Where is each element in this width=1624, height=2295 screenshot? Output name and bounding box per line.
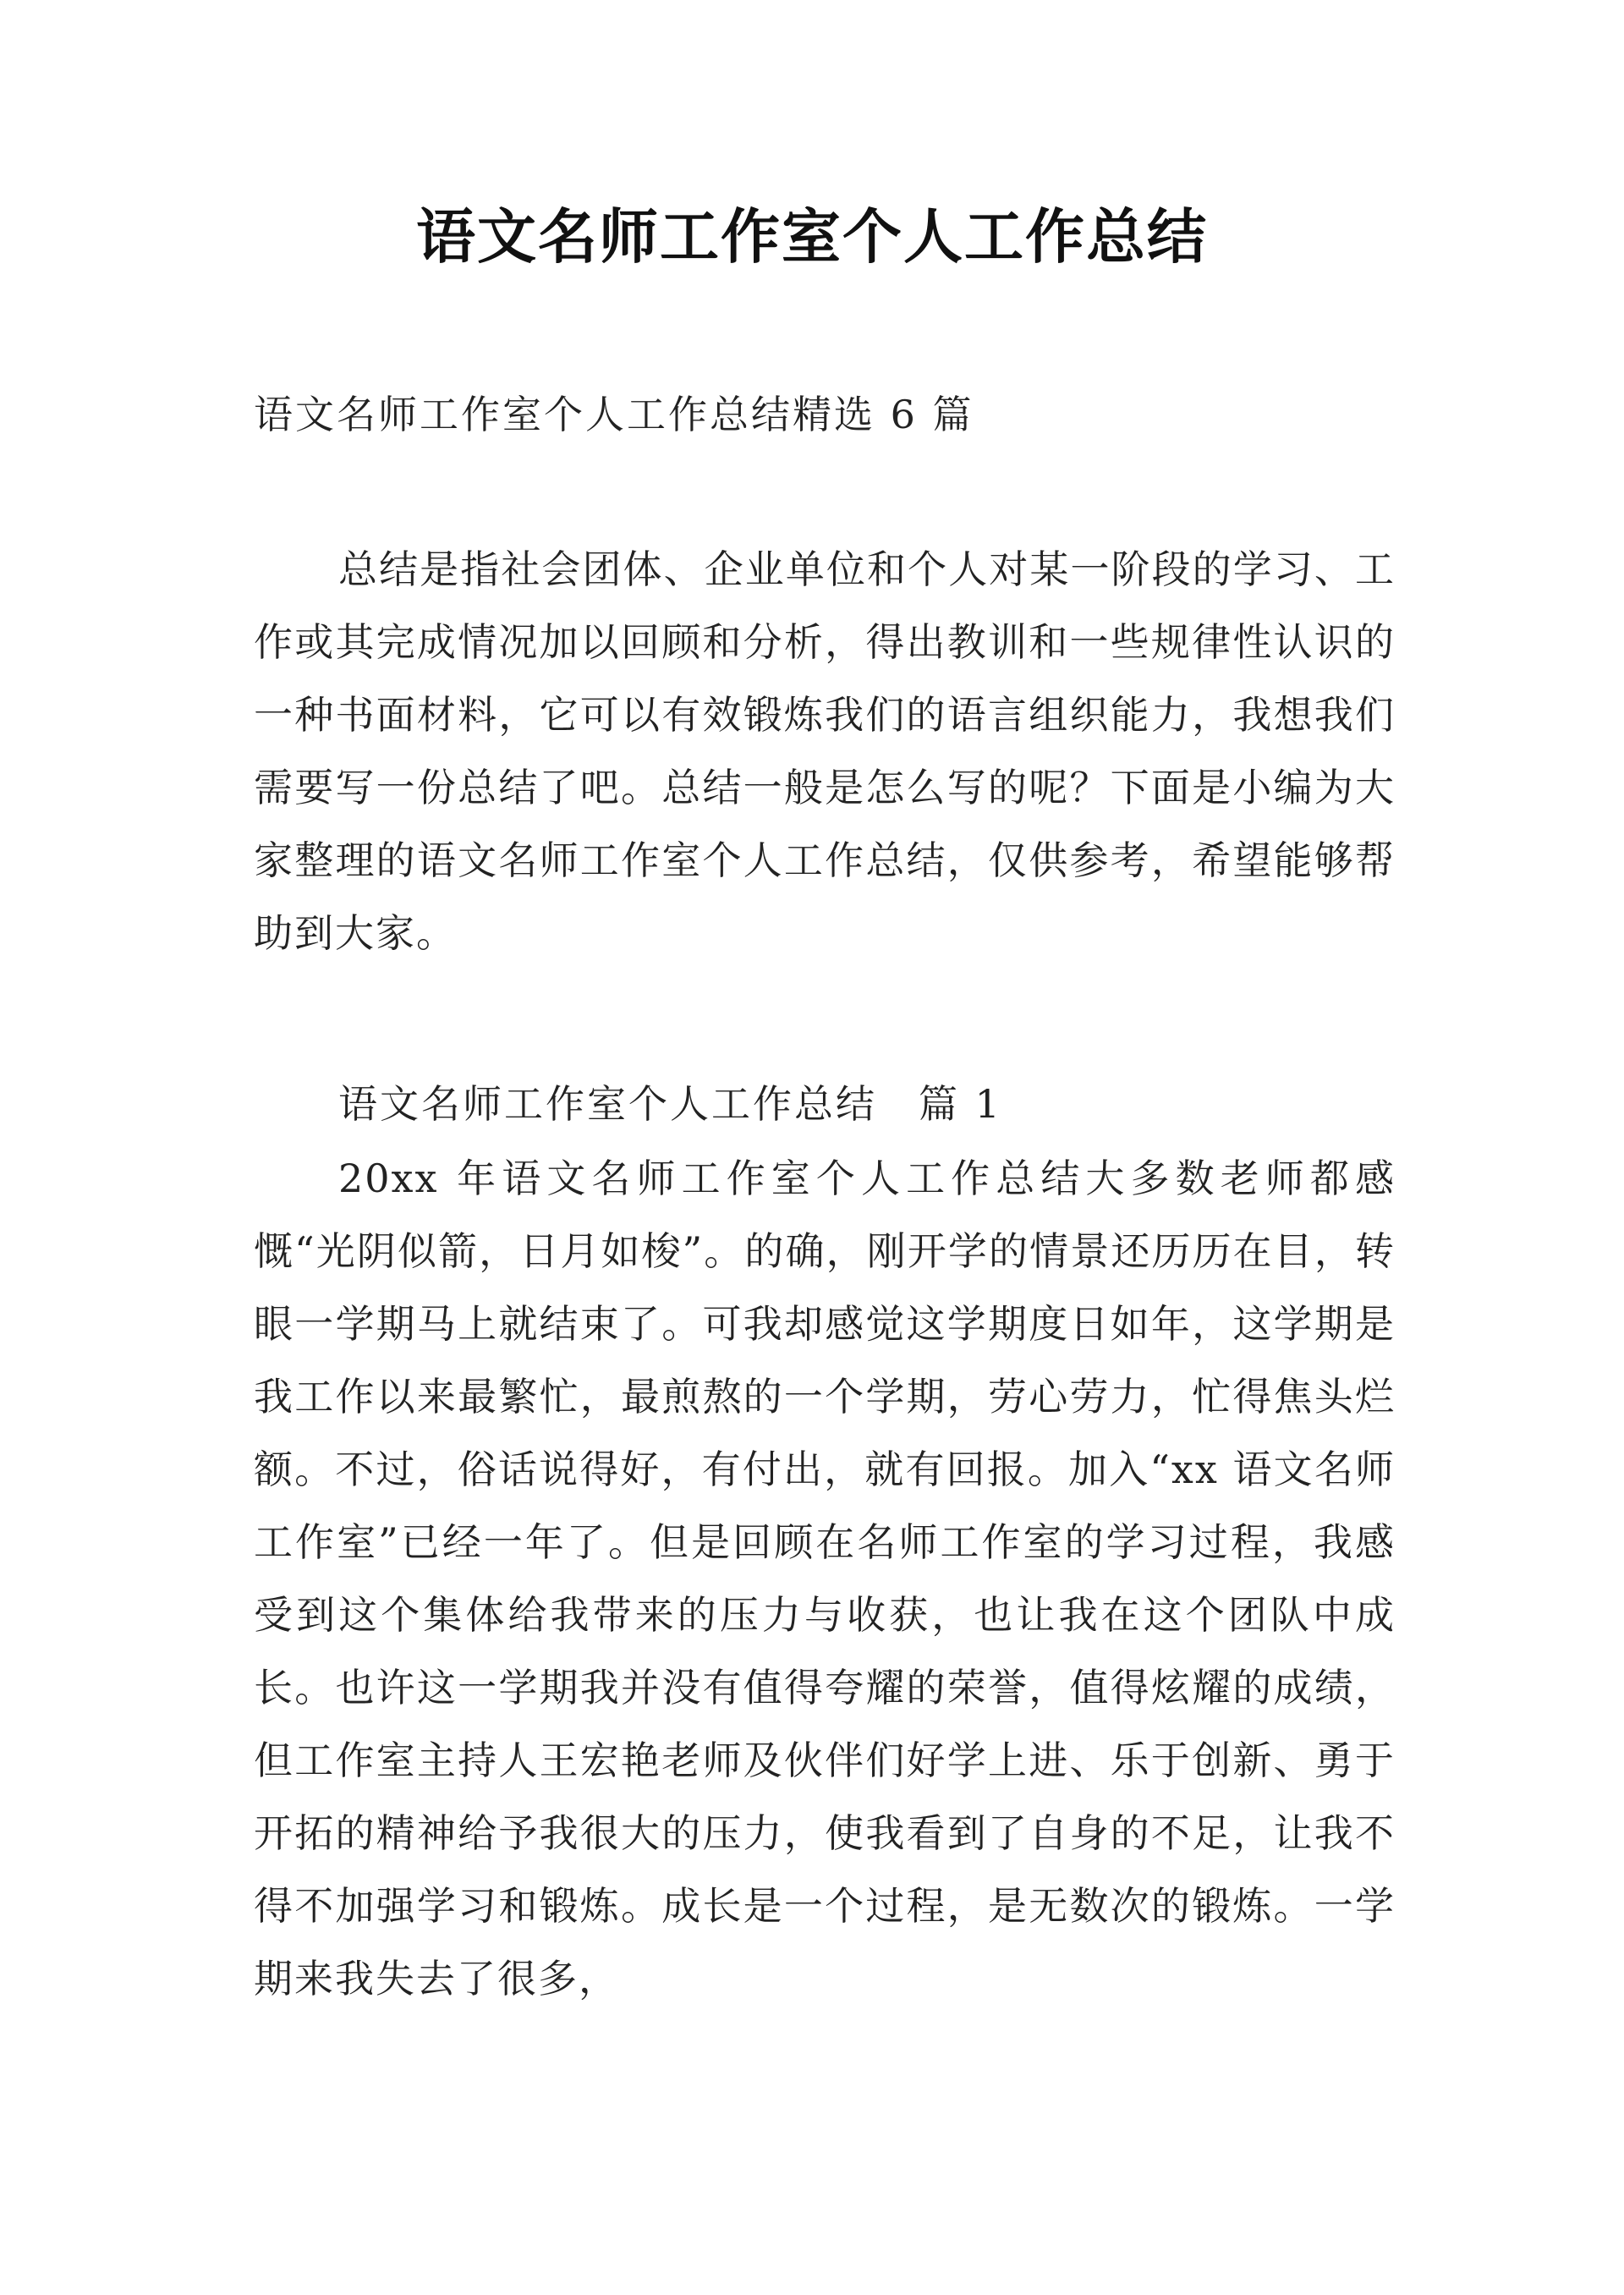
document-title: 语文名师工作室个人工作总结	[416, 201, 1208, 272]
intro-paragraph: 总结是指社会团体、企业单位和个人对某一阶段的学习、工作或其完成情况加以回顾和分析，得出教训和一些规律性认识的一种书面材料，它可以有效锻炼我们的语言组织能力，我想我们需要写一份总结了吧。总结一般是怎么写的呢？下面是小编为大家整理的语文名师工作室个人工作总结，仅供参考，希望能够帮助到大家。	[254, 546, 1396, 956]
section-body-paragraph: 20xx 年语文名师工作室个人工作总结大多数老师都感慨“光阴似箭，日月如梭”。的确，刚开学的情景还历历在目，转眼一学期马上就结束了。可我却感觉这学期度日如年，这学期是我工作以来最繁忙，最煎熬的一个学期，劳心劳力，忙得焦头烂额。不过，俗话说得好，有付出，就有回报。加入“xx 语文名师工作室”已经一年了。但是回顾在名师工作室的学习过程，我感受到这个集体给我带来的压力与收获，也让我在这个团队中成长。也许这一学期我并没有值得夸耀的荣誉，值得炫耀的成绩，但工作室主持人王宏艳老师及伙伴们好学上进、乐于创新、勇于开拓的精神给予我很大的压力，使我看到了自身的不足，让我不得不加强学习和锻炼。成长是一个过程，是无数次的锻炼。一学期来我失去了很多，	[254, 1156, 1396, 2001]
section-heading: 语文名师工作室个人工作总结 篇 1	[338, 1081, 1002, 1127]
document-subtitle: 语文名师工作室个人工作总结精选 6 篇	[254, 392, 974, 437]
